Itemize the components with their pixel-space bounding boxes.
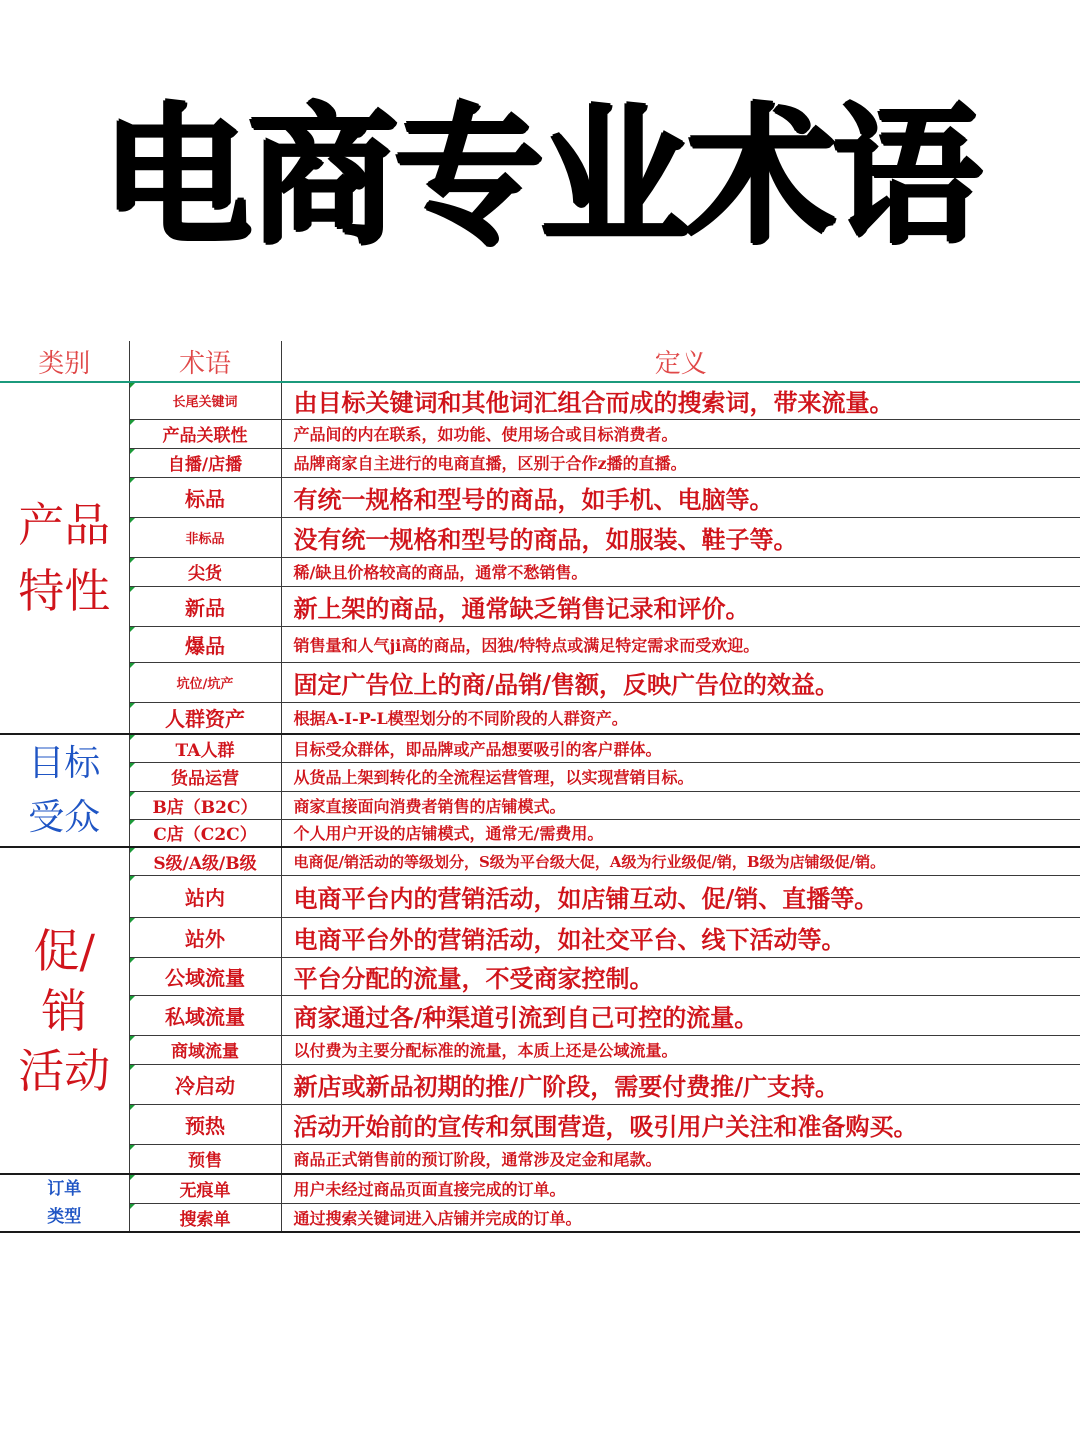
table-row [0, 662, 1080, 702]
definition-cell: 产品间的内在联系，如功能、使用场合或目标消费者。 [281, 419, 1080, 448]
table-row [0, 419, 1080, 448]
term-cell: 爆品 [129, 626, 281, 662]
term-cell: 产品关联性 [129, 419, 281, 448]
definition-cell: 从货品上架到转化的全流程运营管理，以实现营销目标。 [281, 762, 1080, 791]
definition-cell: 电商平台外的营销活动，如社交平台、线下活动等。 [281, 917, 1080, 957]
category-cell: 订单 类型 [0, 1174, 129, 1232]
definition-cell: 品牌商家自主进行的电商直播，区别于合作z播的直播。 [281, 448, 1080, 477]
table-row [0, 477, 1080, 517]
definition-cell: 稀/缺且价格较高的商品，通常不愁销售。 [281, 557, 1080, 586]
term-cell: S级/A级/B级 [129, 847, 281, 875]
table-row [0, 1174, 1080, 1203]
term-cell: 货品运营 [129, 762, 281, 791]
term-cell: 预售 [129, 1144, 281, 1174]
definition-cell: 电商平台内的营销活动，如店铺互动、促/销、直播等。 [281, 875, 1080, 917]
category-cell: 产品 特性 [0, 382, 129, 734]
term-cell: 公域流量 [129, 957, 281, 995]
table-row [0, 1104, 1080, 1144]
table-row [0, 995, 1080, 1035]
definition-cell: 电商促/销活动的等级划分，S级为平台级大促，A级为行业级促/销，B级为店铺级促/销。 [281, 847, 1080, 875]
definition-cell: 销售量和人气ji高的商品，因独/特特点或满足特定需求而受欢迎。 [281, 626, 1080, 662]
category-cell: 目标 受众 [0, 734, 129, 847]
definition-cell: 商家直接面向消费者销售的店铺模式。 [281, 791, 1080, 819]
definition-cell: 固定广告位上的商/品销/售额，反映广告位的效益。 [281, 662, 1080, 702]
table-row [0, 586, 1080, 626]
definition-cell: 商家通过各/种渠道引流到自己可控的流量。 [281, 995, 1080, 1035]
table-row [0, 1203, 1080, 1232]
term-cell: 无痕单 [129, 1174, 281, 1203]
term-cell: 预热 [129, 1104, 281, 1144]
header-definition: 定义 [281, 341, 1080, 382]
header-row [0, 341, 1080, 382]
term-cell: 非标品 [129, 517, 281, 557]
header-category: 类别 [0, 341, 129, 382]
table-row [0, 875, 1080, 917]
table-row [0, 626, 1080, 662]
table-row [0, 847, 1080, 875]
table-row [0, 957, 1080, 995]
term-cell: 自播/店播 [129, 448, 281, 477]
term-cell: 标品 [129, 477, 281, 517]
term-cell: 冷启动 [129, 1064, 281, 1104]
definition-cell: 通过搜索关键词进入店铺并完成的订单。 [281, 1203, 1080, 1232]
definition-cell: 活动开始前的宣传和氛围营造，吸引用户关注和准备购买。 [281, 1104, 1080, 1144]
table-row [0, 734, 1080, 762]
term-cell: 站内 [129, 875, 281, 917]
term-cell: 私域流量 [129, 995, 281, 1035]
term-cell: 人群资产 [129, 702, 281, 734]
definition-cell: 新店或新品初期的推/广阶段，需要付费推/广支持。 [281, 1064, 1080, 1104]
definition-cell: 用户未经过商品页面直接完成的订单。 [281, 1174, 1080, 1203]
term-cell: 新品 [129, 586, 281, 626]
terms-table [0, 341, 1080, 1233]
term-cell: TA人群 [129, 734, 281, 762]
term-cell: 商域流量 [129, 1035, 281, 1064]
table-row [0, 448, 1080, 477]
page-title: 电商专业术语 [101, 91, 978, 265]
table-row [0, 1064, 1080, 1104]
definition-cell: 目标受众群体，即品牌或产品想要吸引的客户群体。 [281, 734, 1080, 762]
definition-cell: 有统一规格和型号的商品，如手机、电脑等。 [281, 477, 1080, 517]
table-row [0, 702, 1080, 734]
table-row [0, 791, 1080, 819]
definition-cell: 由目标关键词和其他词汇组合而成的搜索词，带来流量。 [281, 382, 1080, 419]
definition-cell: 没有统一规格和型号的商品，如服装、鞋子等。 [281, 517, 1080, 557]
table-row [0, 762, 1080, 791]
definition-cell: 新上架的商品，通常缺乏销售记录和评价。 [281, 586, 1080, 626]
table-row [0, 517, 1080, 557]
term-cell: 搜索单 [129, 1203, 281, 1232]
table-row [0, 382, 1080, 419]
term-cell: 坑位/坑产 [129, 662, 281, 702]
term-cell: 尖货 [129, 557, 281, 586]
term-cell: 站外 [129, 917, 281, 957]
table-row [0, 1035, 1080, 1064]
table-row [0, 557, 1080, 586]
term-cell: C店（C2C） [129, 819, 281, 847]
header-term: 术语 [129, 341, 281, 382]
definition-cell: 商品正式销售前的预订阶段，通常涉及定金和尾款。 [281, 1144, 1080, 1174]
definition-cell: 根据A-I-P-L模型划分的不同阶段的人群资产。 [281, 702, 1080, 734]
table-row [0, 819, 1080, 847]
definition-cell: 平台分配的流量，不受商家控制。 [281, 957, 1080, 995]
table-row [0, 917, 1080, 957]
category-cell: 促/ 销 活动 [0, 847, 129, 1174]
term-cell: 长尾关键词 [129, 382, 281, 419]
definition-cell: 以付费为主要分配标准的流量，本质上还是公域流量。 [281, 1035, 1080, 1064]
table-row [0, 1144, 1080, 1174]
definition-cell: 个人用户开设的店铺模式，通常无/需费用。 [281, 819, 1080, 847]
term-cell: B店（B2C） [129, 791, 281, 819]
